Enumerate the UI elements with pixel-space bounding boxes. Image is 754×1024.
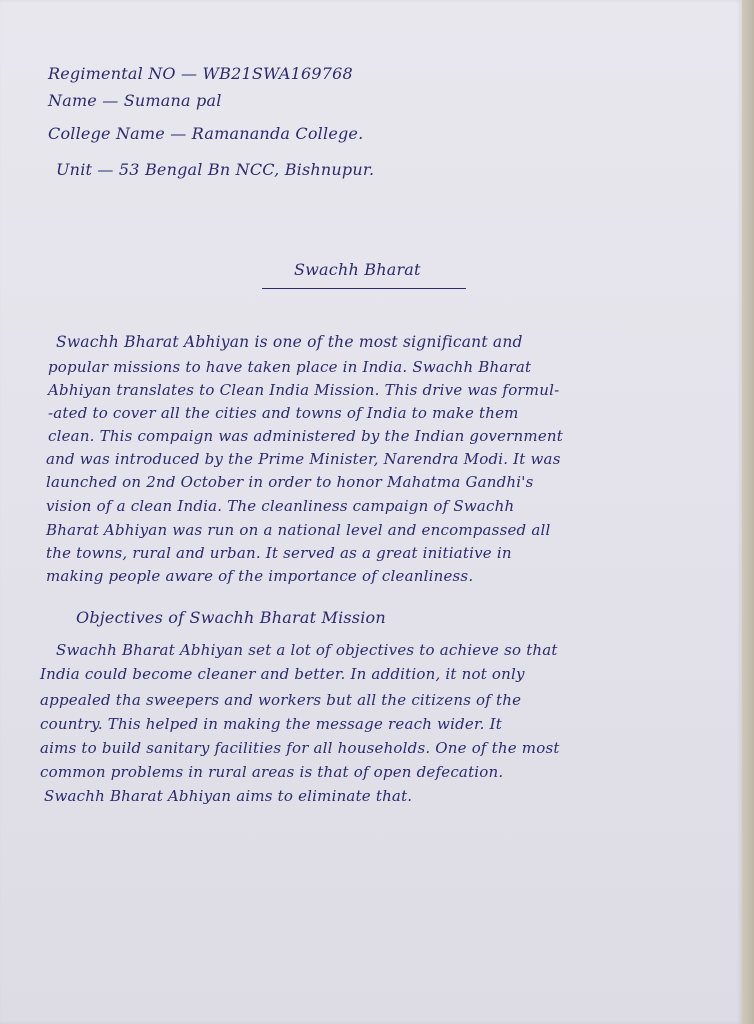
college-name: College Name — Ramananda College.	[48, 124, 364, 143]
text-line: India could become cleaner and better. In addition, it not only	[40, 665, 525, 683]
regimental-number: Regimental NO — WB21SWA169768	[48, 64, 353, 83]
title-underline	[262, 288, 466, 289]
text-line: country. This helped in making the message reach wider. It	[40, 715, 502, 733]
text-line: clean. This compaign was administered by the Indian government	[48, 427, 564, 445]
text-line: Swachh Bharat Abhiyan is one of the most significant and	[56, 333, 523, 351]
text-line: appealed tha sweepers and workers but all the citizens of the	[40, 691, 522, 709]
text-line: vision of a clean India. The cleanliness campaign of Swachh	[46, 497, 515, 515]
table-surface	[742, 0, 754, 1024]
text-line: making people aware of the importance of cleanliness.	[46, 567, 474, 585]
text-line: the towns, rural and urban. It served as a great initiative in	[46, 544, 512, 562]
text-line: Swachh Bharat Abhiyan set a lot of objectives to achieve so that	[56, 641, 558, 659]
text-line: common problems in rural areas is that of open defecation.	[40, 763, 504, 781]
ncc-unit: Unit — 53 Bengal Bn NCC, Bishnupur.	[56, 160, 375, 179]
text-line: Swachh Bharat Abhiyan aims to eliminate that.	[44, 787, 413, 805]
text-line: Abhiyan translates to Clean India Mission. This drive was formul-	[48, 381, 560, 399]
text-line: launched on 2nd October in order to honor Mahatma Gandhi's	[46, 473, 534, 491]
objectives-heading: Objectives of Swachh Bharat Mission	[76, 608, 386, 627]
text-line: and was introduced by the Prime Minister, Narendra Modi. It was	[46, 450, 561, 468]
text-line: aims to build sanitary facilities for all households. One of the most	[40, 739, 560, 757]
text-line: Bharat Abhiyan was run on a national level and encompassed all	[46, 521, 551, 539]
student-name: Name — Sumana pal	[48, 91, 222, 110]
text-line: -ated to cover all the cities and towns of India to make them	[48, 404, 519, 422]
text-line: popular missions to have taken place in India. Swachh Bharat	[48, 358, 532, 376]
essay-title: Swachh Bharat	[294, 260, 421, 279]
